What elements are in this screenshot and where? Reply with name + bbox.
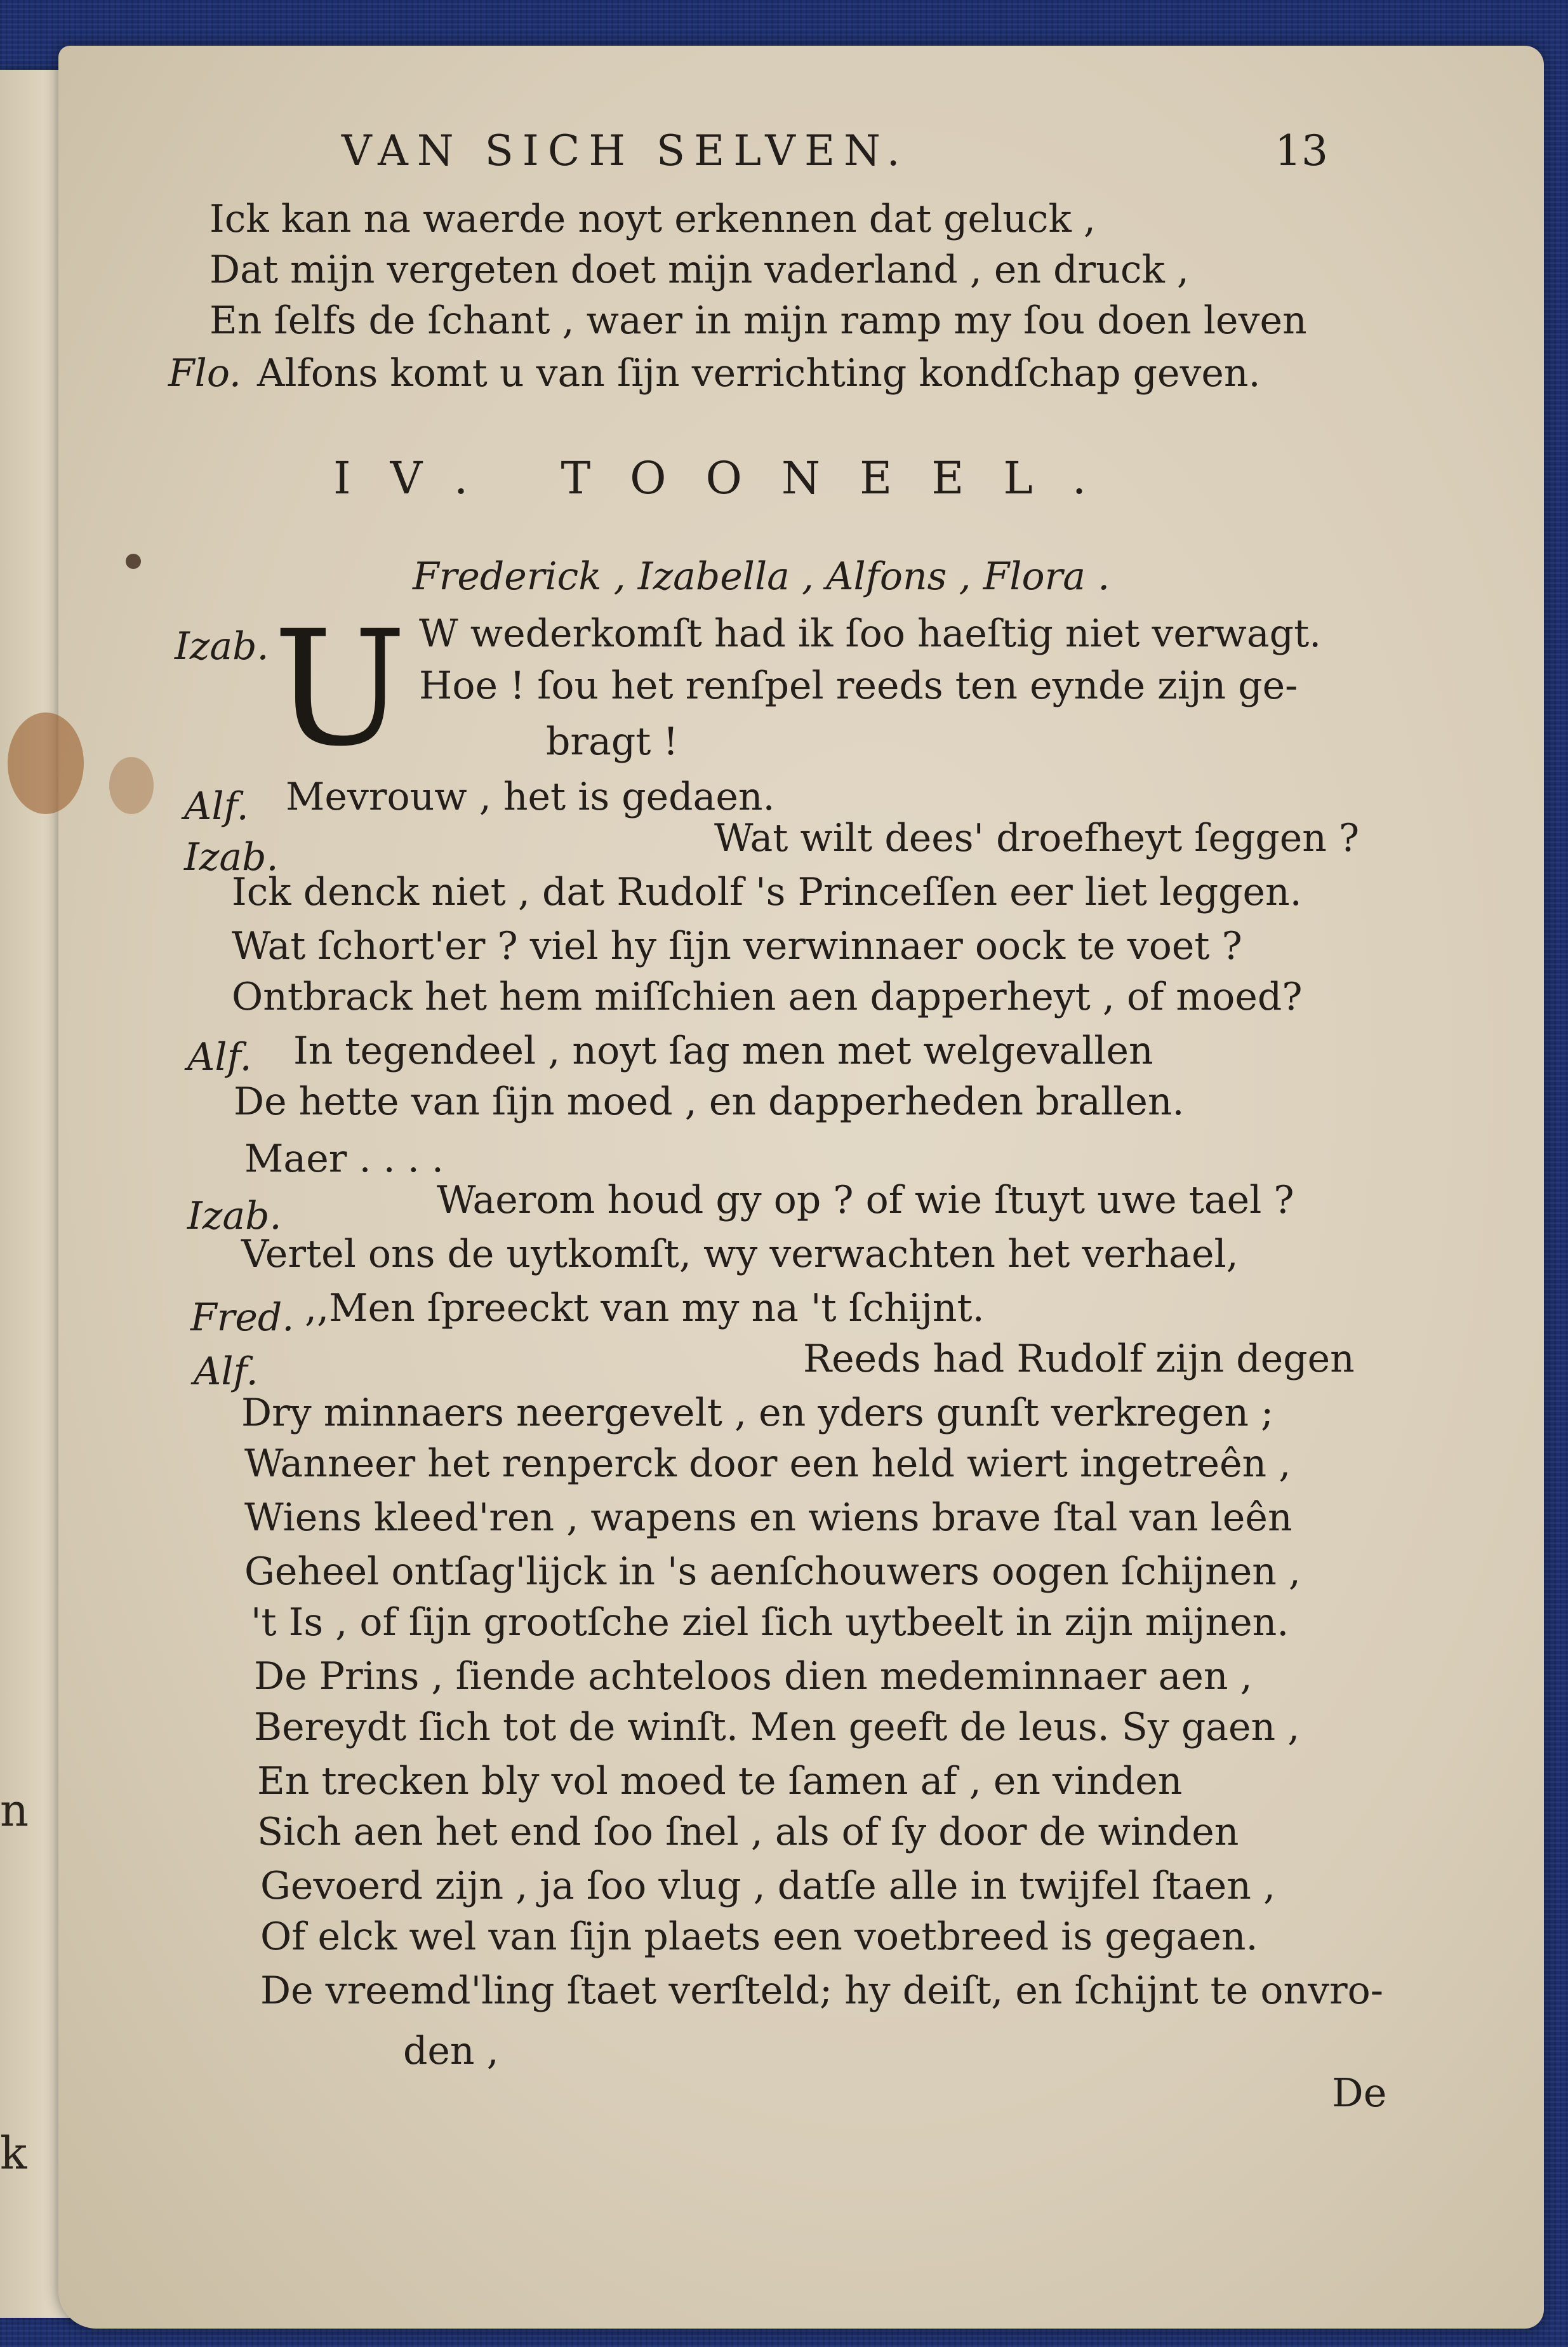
verse-line: ,,Men ſpreeckt van my na 't ſchijnt. bbox=[305, 1286, 985, 1330]
speaker-label: Alf. bbox=[194, 1349, 258, 1394]
verse-line: Ick kan na waerde noyt erkennen dat geluck , bbox=[209, 197, 1096, 241]
verse-line: Mevrouw , het is gedaen. bbox=[286, 775, 775, 819]
verse-line: Vertel ons de uytkomſt, wy verwachten het verhael, bbox=[241, 1232, 1239, 1276]
verse-line: Bereydt ſich tot de winſt. Men geeft de leus. Sy gaen , bbox=[254, 1705, 1300, 1749]
verse-line: Alfons komt u van ſijn verrichting kondſchap geven. bbox=[257, 351, 1261, 396]
verse-line: Sich aen het end ſoo ſnel , als of ſy door de winden bbox=[257, 1810, 1239, 1854]
speaker-label: Izab. bbox=[184, 835, 279, 879]
foxing-stain bbox=[8, 712, 84, 814]
verse-line: De Prins , ſiende achteloos dien medeminnaer aen , bbox=[254, 1654, 1252, 1699]
foxing-stain bbox=[109, 757, 154, 814]
verse-line: En trecken bly vol moed te ſamen af , en vinden bbox=[257, 1759, 1183, 1803]
verse-line: Gevoerd zijn , ja ſoo vlug , datſe alle in twijfel ſtaen , bbox=[260, 1864, 1276, 1908]
verse-line: Maer . . . . bbox=[244, 1137, 444, 1181]
verse-line: Dry minnaers neergevelt , en yders gunſt verkregen ; bbox=[241, 1391, 1274, 1435]
verse-line: In tegendeel , noyt ſag men met welgevallen bbox=[293, 1029, 1153, 1073]
verse-line: 't Is , of ſijn grootſche ziel ſich uytbeelt in zijn mijnen. bbox=[251, 1600, 1289, 1645]
facing-page-fragment: k bbox=[0, 2127, 27, 2179]
verse-line: Waerom houd gy op ? of wie ſtuyt uwe tael ? bbox=[437, 1178, 1294, 1222]
verse-line: De hette van ſijn moed , en dapperheden brallen. bbox=[234, 1080, 1185, 1124]
catchword: De bbox=[1332, 2070, 1387, 2116]
facing-page-fragment: n bbox=[0, 1784, 29, 1836]
page-number: 13 bbox=[1275, 126, 1328, 175]
ink-spot bbox=[126, 554, 141, 569]
verse-line: bragt ! bbox=[546, 719, 679, 764]
speaker-label: Fred. bbox=[190, 1295, 295, 1340]
drop-cap: U bbox=[273, 596, 407, 781]
running-head: VAN SICH SELVEN. bbox=[342, 126, 909, 175]
verse-line: Of elck wel van ſijn plaets een voetbreed is gegaen. bbox=[260, 1915, 1258, 1959]
verse-line: Geheel ontſag'lijck in 's aenſchouwers oogen ſchijnen , bbox=[244, 1549, 1301, 1594]
verse-line: Wiens kleed'ren , wapens en wiens brave ſtal van leên bbox=[244, 1495, 1292, 1540]
speaker-label: Izab. bbox=[175, 624, 269, 669]
verse-line: Hoe ! ſou het renſpel reeds ten eynde zijn ge- bbox=[419, 664, 1298, 708]
verse-line: De vreemd'ling ſtaet verſteld; hy deiſt, en ſchijnt te onvro- bbox=[260, 1969, 1384, 2013]
speaker-label: Alf. bbox=[187, 1035, 252, 1080]
speaker-label: Alf. bbox=[184, 784, 249, 829]
verse-line: En ſelfs de ſchant , waer in mijn ramp my ſou doen leven bbox=[209, 298, 1307, 343]
verse-line: W wederkomſt had ik ſoo haeſtig niet verwagt. bbox=[419, 612, 1322, 656]
verse-line: Wat wilt dees' droefheyt ſeggen ? bbox=[714, 816, 1360, 860]
speaker-label: Flo. bbox=[168, 351, 241, 396]
verse-line: Reeds had Rudolf zijn degen bbox=[803, 1337, 1355, 1381]
scene-title: IV. TOONEEL. bbox=[333, 452, 1126, 504]
verse-line: den , bbox=[403, 2029, 499, 2073]
cast-list: Frederick , Izabella , Alfons , Flora . bbox=[413, 554, 1110, 599]
verse-line: Ontbrack het hem miſſchien aen dapperheyt , of moed? bbox=[232, 975, 1303, 1019]
verse-line: Ick denck niet , dat Rudolf 's Princeſſen eer liet leggen. bbox=[232, 870, 1302, 914]
speaker-label: Izab. bbox=[187, 1194, 282, 1238]
verse-line: Wat ſchort'er ? viel hy ſijn verwinnaer oock te voet ? bbox=[232, 924, 1242, 968]
verse-line: Dat mijn vergeten doet mijn vaderland , en druck , bbox=[209, 248, 1189, 292]
verse-line: Wanneer het renperck door een held wiert ingetreên , bbox=[244, 1441, 1291, 1486]
